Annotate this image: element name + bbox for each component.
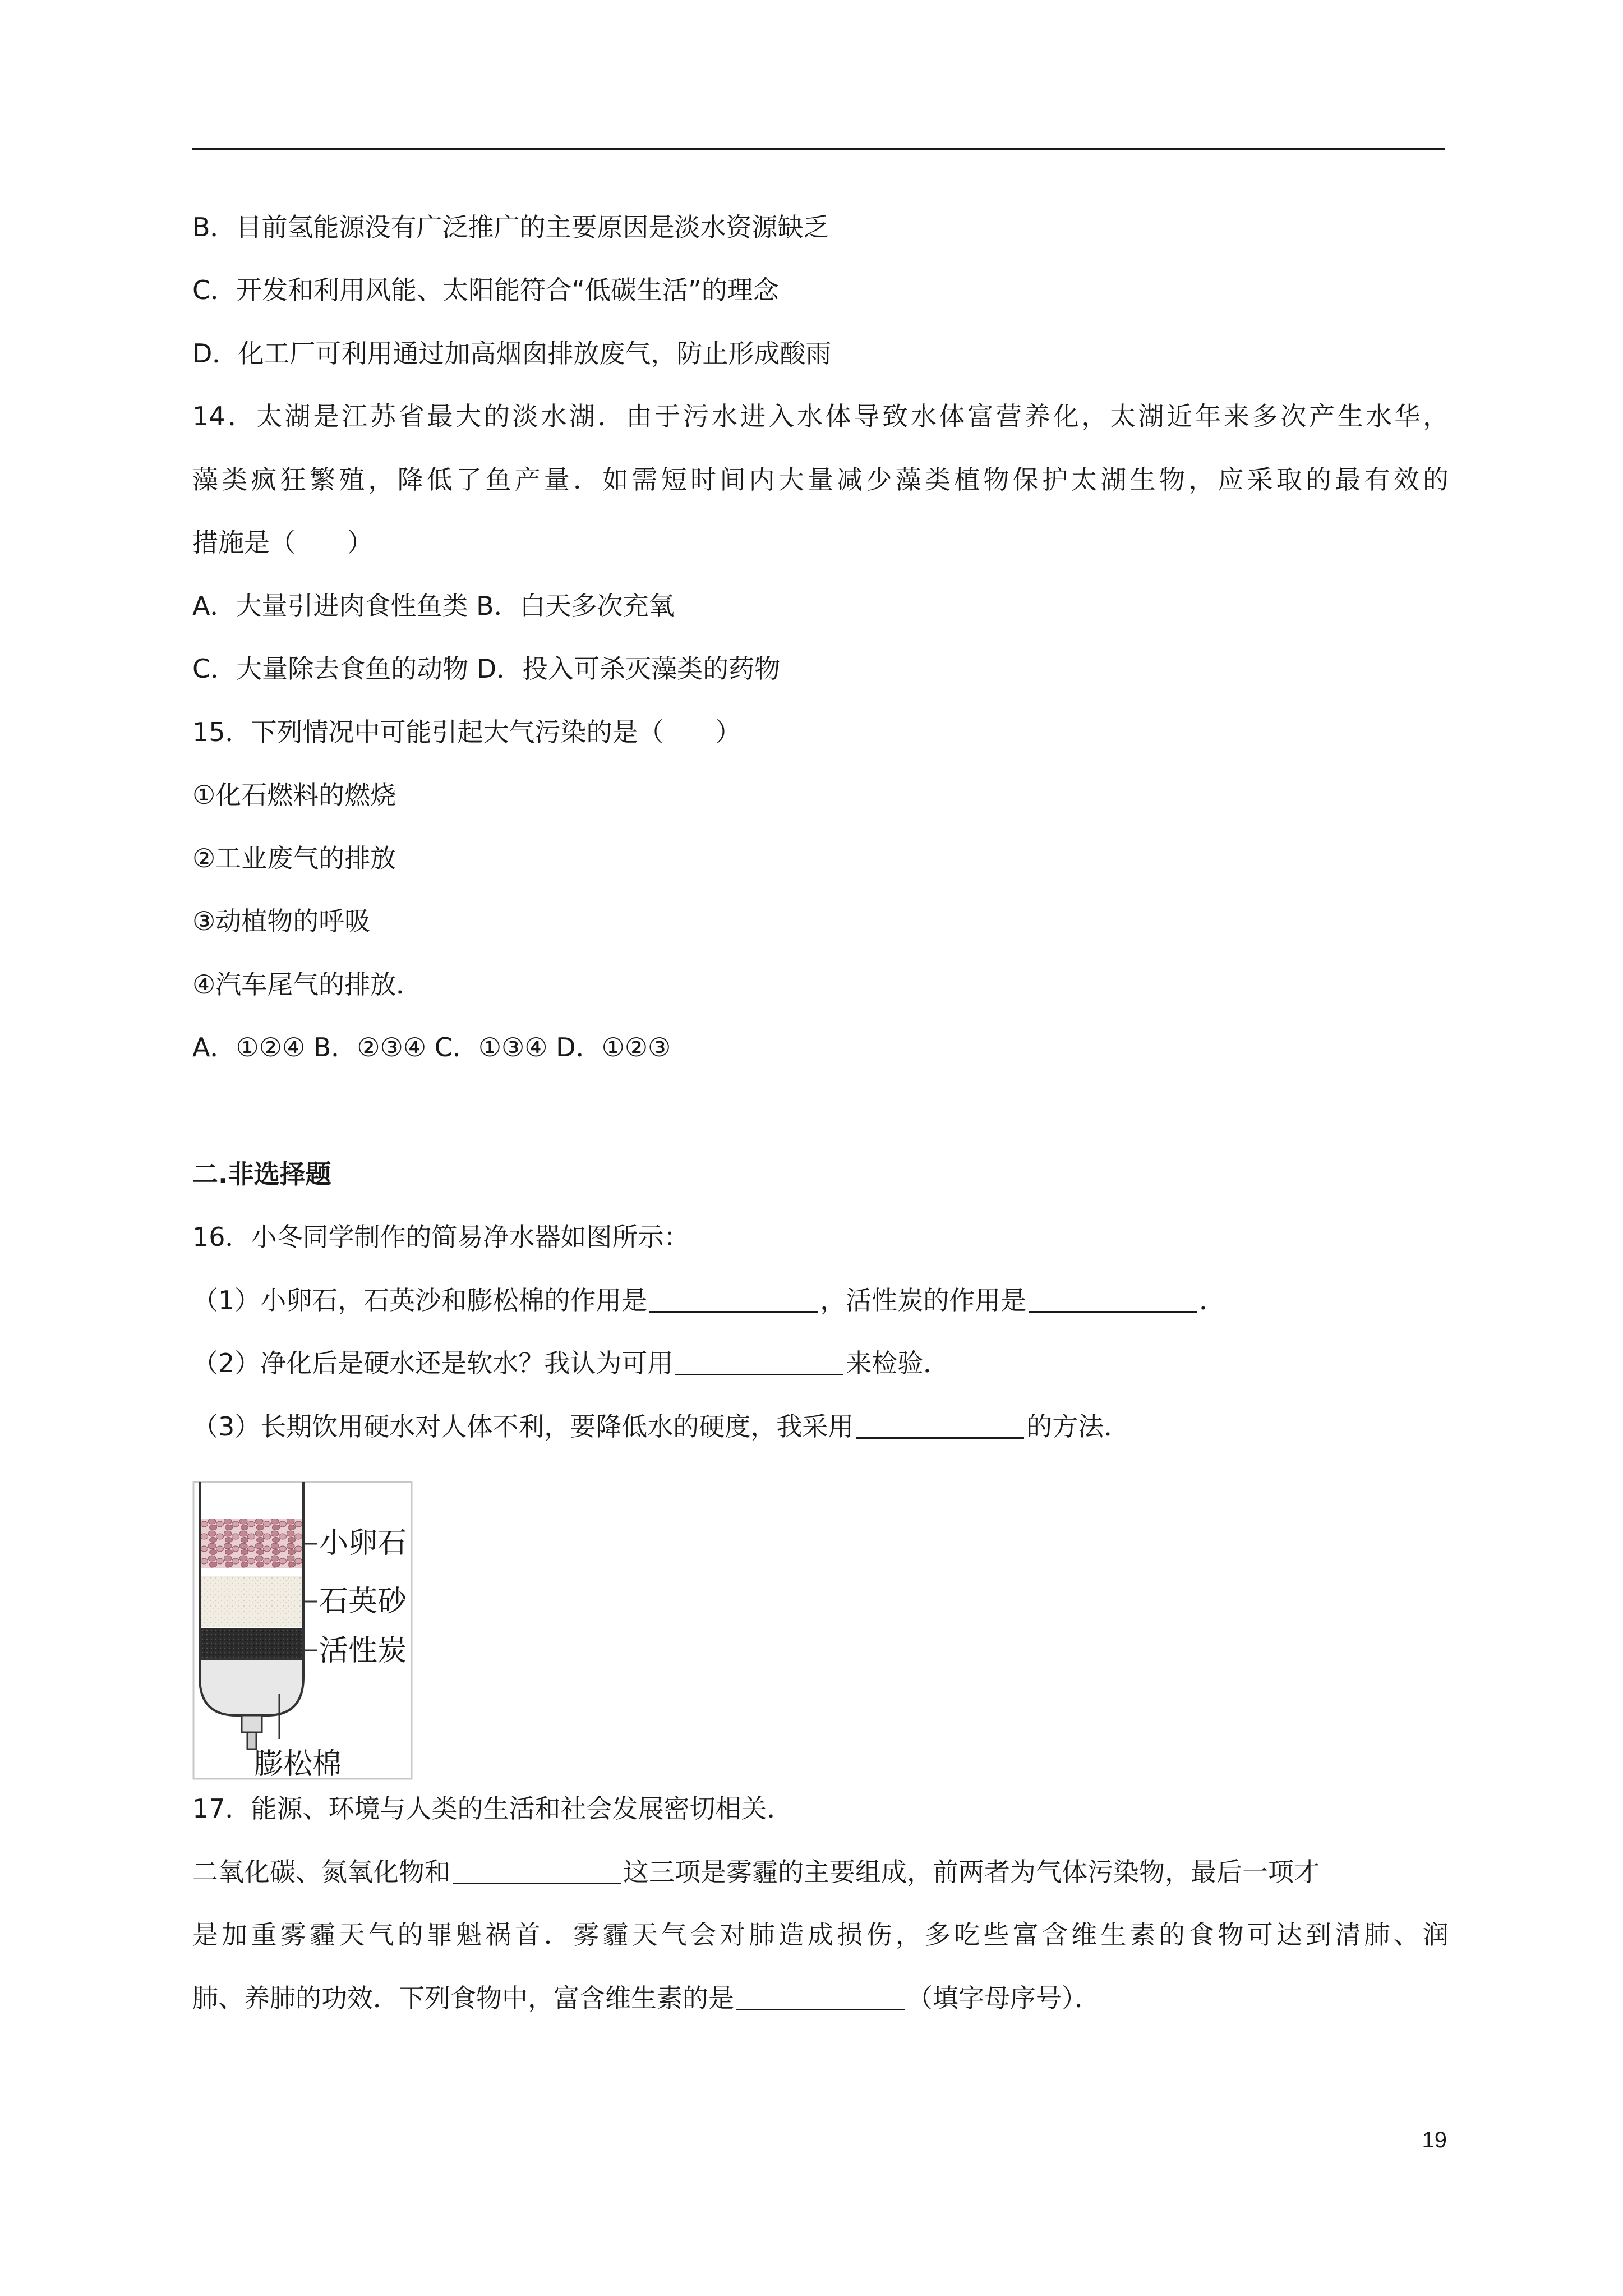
water-filter-figure: [192, 1481, 413, 1780]
answer-blank: [1029, 1285, 1197, 1313]
question-15-item-4: ④汽车尾气的排放．: [192, 969, 422, 1000]
nozzle-cap: [242, 1715, 262, 1732]
water-filter-diagram: [192, 1481, 413, 1780]
question-15-options: A．①②④ B．②③④ C．①③④ D．①②③: [192, 1032, 671, 1062]
pebble-layer: [201, 1519, 302, 1568]
question-15-item-3: ③动植物的呼吸: [192, 906, 371, 936]
question-16-part-2: [192, 1346, 1449, 1380]
header-rule: [192, 148, 1445, 150]
question-17-line-3-text-a: 肺、养肺的功效．下列食物中，富含维生素的是: [192, 1983, 734, 2013]
question-17-line-3-text-b: （填字母序号）．: [907, 1983, 1100, 2013]
question-14-line-3: 措施是（ ）: [192, 527, 373, 558]
label-pebbles: 小卵石: [319, 1526, 407, 1560]
question-16-part-1-text-c: ．: [1199, 1285, 1225, 1315]
question-15-item-2: ②工业废气的排放: [192, 843, 396, 873]
label-carbon: 活性炭: [319, 1634, 407, 1668]
answer-blank: [856, 1411, 1024, 1439]
question-16-part-2-text-b: 来检验．: [846, 1348, 949, 1378]
option-d-q13: D．化工厂可利用通过加高烟囱排放废气，防止形成酸雨: [192, 338, 832, 369]
question-17: 17．能源、环境与人类的生活和社会发展密切相关．: [192, 1793, 793, 1824]
sand-layer: [201, 1576, 302, 1627]
page-number: 19: [1422, 2128, 1447, 2152]
question-17-line-3: [192, 1981, 1449, 2015]
question-17-line-1-text-b: 这三项是雾霾的主要组成，前两者为气体污染物，最后一项才: [623, 1857, 1320, 1887]
question-16-part-1-text-a: （1）小卵石，石英沙和膨松棉的作用是: [192, 1285, 648, 1315]
question-14-options-ab: A．大量引进肉食性鱼类 B．白天多次充氧: [192, 591, 675, 621]
answer-blank: [675, 1348, 843, 1375]
nozzle-tip: [247, 1732, 256, 1749]
question-17-line-1-text-a: 二氧化碳、氮氧化物和: [192, 1857, 450, 1887]
question-17-line-1: [192, 1855, 1449, 1889]
answer-blank: [453, 1857, 621, 1884]
question-16-part-2-text-a: （2）净化后是硬水还是软水？我认为可用: [192, 1348, 674, 1378]
question-16-part-3-text-a: （3）长期饮用硬水对人体不利，要降低水的硬度，我采用: [192, 1411, 854, 1442]
label-quartz: 石英砂: [319, 1585, 407, 1618]
answer-blank: [649, 1285, 818, 1313]
question-16-part-3-text-b: 的方法．: [1026, 1411, 1130, 1442]
option-b-q13: B．目前氢能源没有广泛推广的主要原因是淡水资源缺乏: [192, 212, 829, 242]
question-15: 15．下列情况中可能引起大气污染的是（ ）: [192, 717, 741, 747]
question-15-item-1: ①化石燃料的燃烧: [192, 780, 396, 810]
question-16-part-1: [192, 1283, 1449, 1317]
option-c-q13: C．开发和利用风能、太阳能符合“低碳生活”的理念: [192, 275, 779, 305]
question-16-part-1-text-b: ，活性炭的作用是: [820, 1285, 1027, 1315]
container-bottom: [200, 1659, 303, 1715]
carbon-layer: [201, 1628, 302, 1659]
question-16-part-3: [192, 1410, 1449, 1443]
question-14-line-2: 藻类疯狂繁殖，降低了鱼产量．如需短时间内大量减少藻类植物保护太湖生物，应采取的最有效的: [192, 464, 1449, 495]
question-14-options-cd: C．大量除去食鱼的动物 D．投入可杀灭藻类的药物: [192, 654, 781, 684]
question-16: 16．小冬同学制作的简易净水器如图所示：: [192, 1222, 690, 1252]
question-17-line-2: 是加重雾霾天气的罪魁祸首．雾霾天气会对肺造成损伤，多吃些富含维生素的食物可达到清肺、润: [192, 1920, 1449, 1950]
answer-blank: [736, 1983, 905, 2010]
question-14-line-1: 14．太湖是江苏省最大的淡水湖．由于污水进入水体导致水体富营养化，太湖近年来多次产生水华，: [192, 401, 1449, 431]
section-heading: 二.非选择题: [192, 1159, 331, 1189]
label-cotton: 膨松棉: [254, 1747, 342, 1780]
